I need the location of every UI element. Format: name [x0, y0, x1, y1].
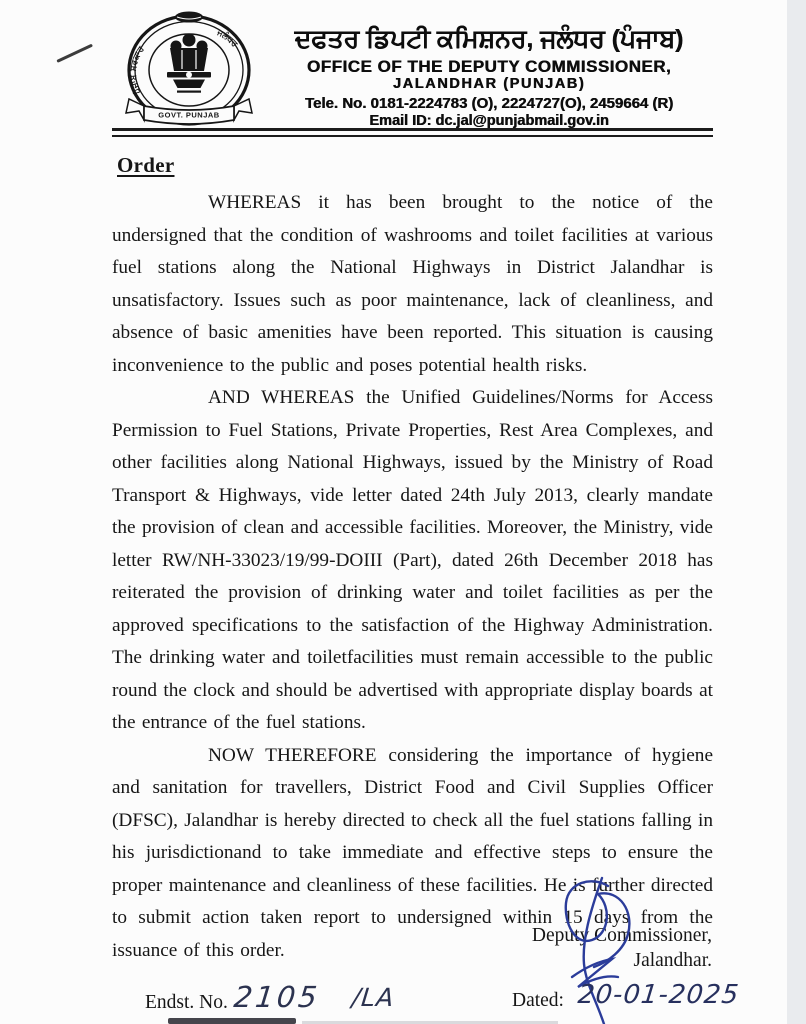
- emblem-top-ribbon: [175, 12, 203, 23]
- signatory-place: Jalandhar.: [633, 949, 712, 971]
- emblem-banner-text: GOVT. PUNJAB: [158, 110, 220, 120]
- bottom-faint-smudge: [302, 1021, 558, 1024]
- paragraph-and-whereas: AND WHEREAS the Unified Guidelines/Norms for Access Permission to Fuel Stations, Private Properties, Rest Area Complexes, and other facilities along National Highways, issued by the Ministry of Road Transport & Highways, vide letter dated 24th July 2013, clearly mandate the provision of clean and accessible facilities. Moreover, the Ministry, vide letter RW/NH-33023/19/99-DOIII (Part), dated 26th December 2018 has reiterated the provision of drinking water and toilet facilities as per the approved specifications to the satisfaction of the Highway Administration. The drinking water and toiletfacilities must remain accessible to the public round the clock and should be advertised with appropriate display boards at the entrance of the fuel stations.: [112, 387, 713, 733]
- emblem-ring-text-left: ਪੰਜਾਬ ਸਰਕਾਰ: [128, 44, 147, 96]
- endst-label: Endst. No.: [145, 992, 228, 1013]
- pen-tick-mark: [56, 44, 93, 63]
- emblem-ring-text-right: ਜਲੰਧਰ: [215, 27, 240, 50]
- dated-label: Dated:: [512, 990, 564, 1011]
- paragraph-whereas: WHEREAS it has been brought to the notice of the undersigned that the condition of washrooms and toilet facilities at various fuel stations along the National Highways in District Jalandhar is unsatisfactory. Issues such as poor maintenance, lack of cleanliness, and absence of basic amenities have been reported. This situation is causing inconvenience to the public and poses potential health risks.: [112, 192, 713, 376]
- govt-punjab-emblem: [114, 8, 264, 134]
- ashoka-lion-capital-icon: [167, 34, 211, 93]
- paragraph-now-therefore: NOW THEREFORE considering the importance of hygiene and sanitation for travellers, District Food and Civil Supplies Officer (DFSC), Jalandhar is hereby directed to check all the fuel stations falling in his jurisdictionand to take immediate and effective steps to ensure the proper maintenance and cleanliness of these facilities. He is further directed to submit action taken report to undersigned within 15 days from the issuance of this order.: [112, 744, 713, 961]
- emblem-banner: [126, 99, 252, 124]
- endst-number-handwritten: 2105: [232, 980, 322, 1014]
- date-handwritten: 20-01-2025: [576, 980, 741, 1010]
- letterhead: [260, 24, 718, 130]
- email-line: Email ID: dc.jal@punjabmail.gov.in: [369, 113, 609, 129]
- order-body: [112, 187, 713, 967]
- header-divider-rule: [112, 128, 713, 137]
- bottom-cutoff-mark: [168, 1018, 296, 1024]
- endst-suffix-handwritten: /LA: [350, 983, 396, 1012]
- signatory-designation: Deputy Commissioner,: [531, 925, 712, 946]
- telephone-line: Tele. No. 0181-2224783 (O), 2224727(O), 2459664 (R): [304, 95, 674, 112]
- photo-edge-strip: [787, 0, 806, 1024]
- office-title-english-line2: JALANDHAR (PUNJAB): [392, 76, 586, 92]
- office-title-punjabi: ਦਫਤਰ ਡਿਪਟੀ ਕਮਿਸ਼ਨਰ, ਜਲੰਧਰ (ਪੰਜਾਬ): [294, 25, 684, 53]
- order-heading: Order: [117, 153, 175, 177]
- office-title-english-line1: OFFICE OF THE DEPUTY COMMISSIONER,: [306, 57, 672, 76]
